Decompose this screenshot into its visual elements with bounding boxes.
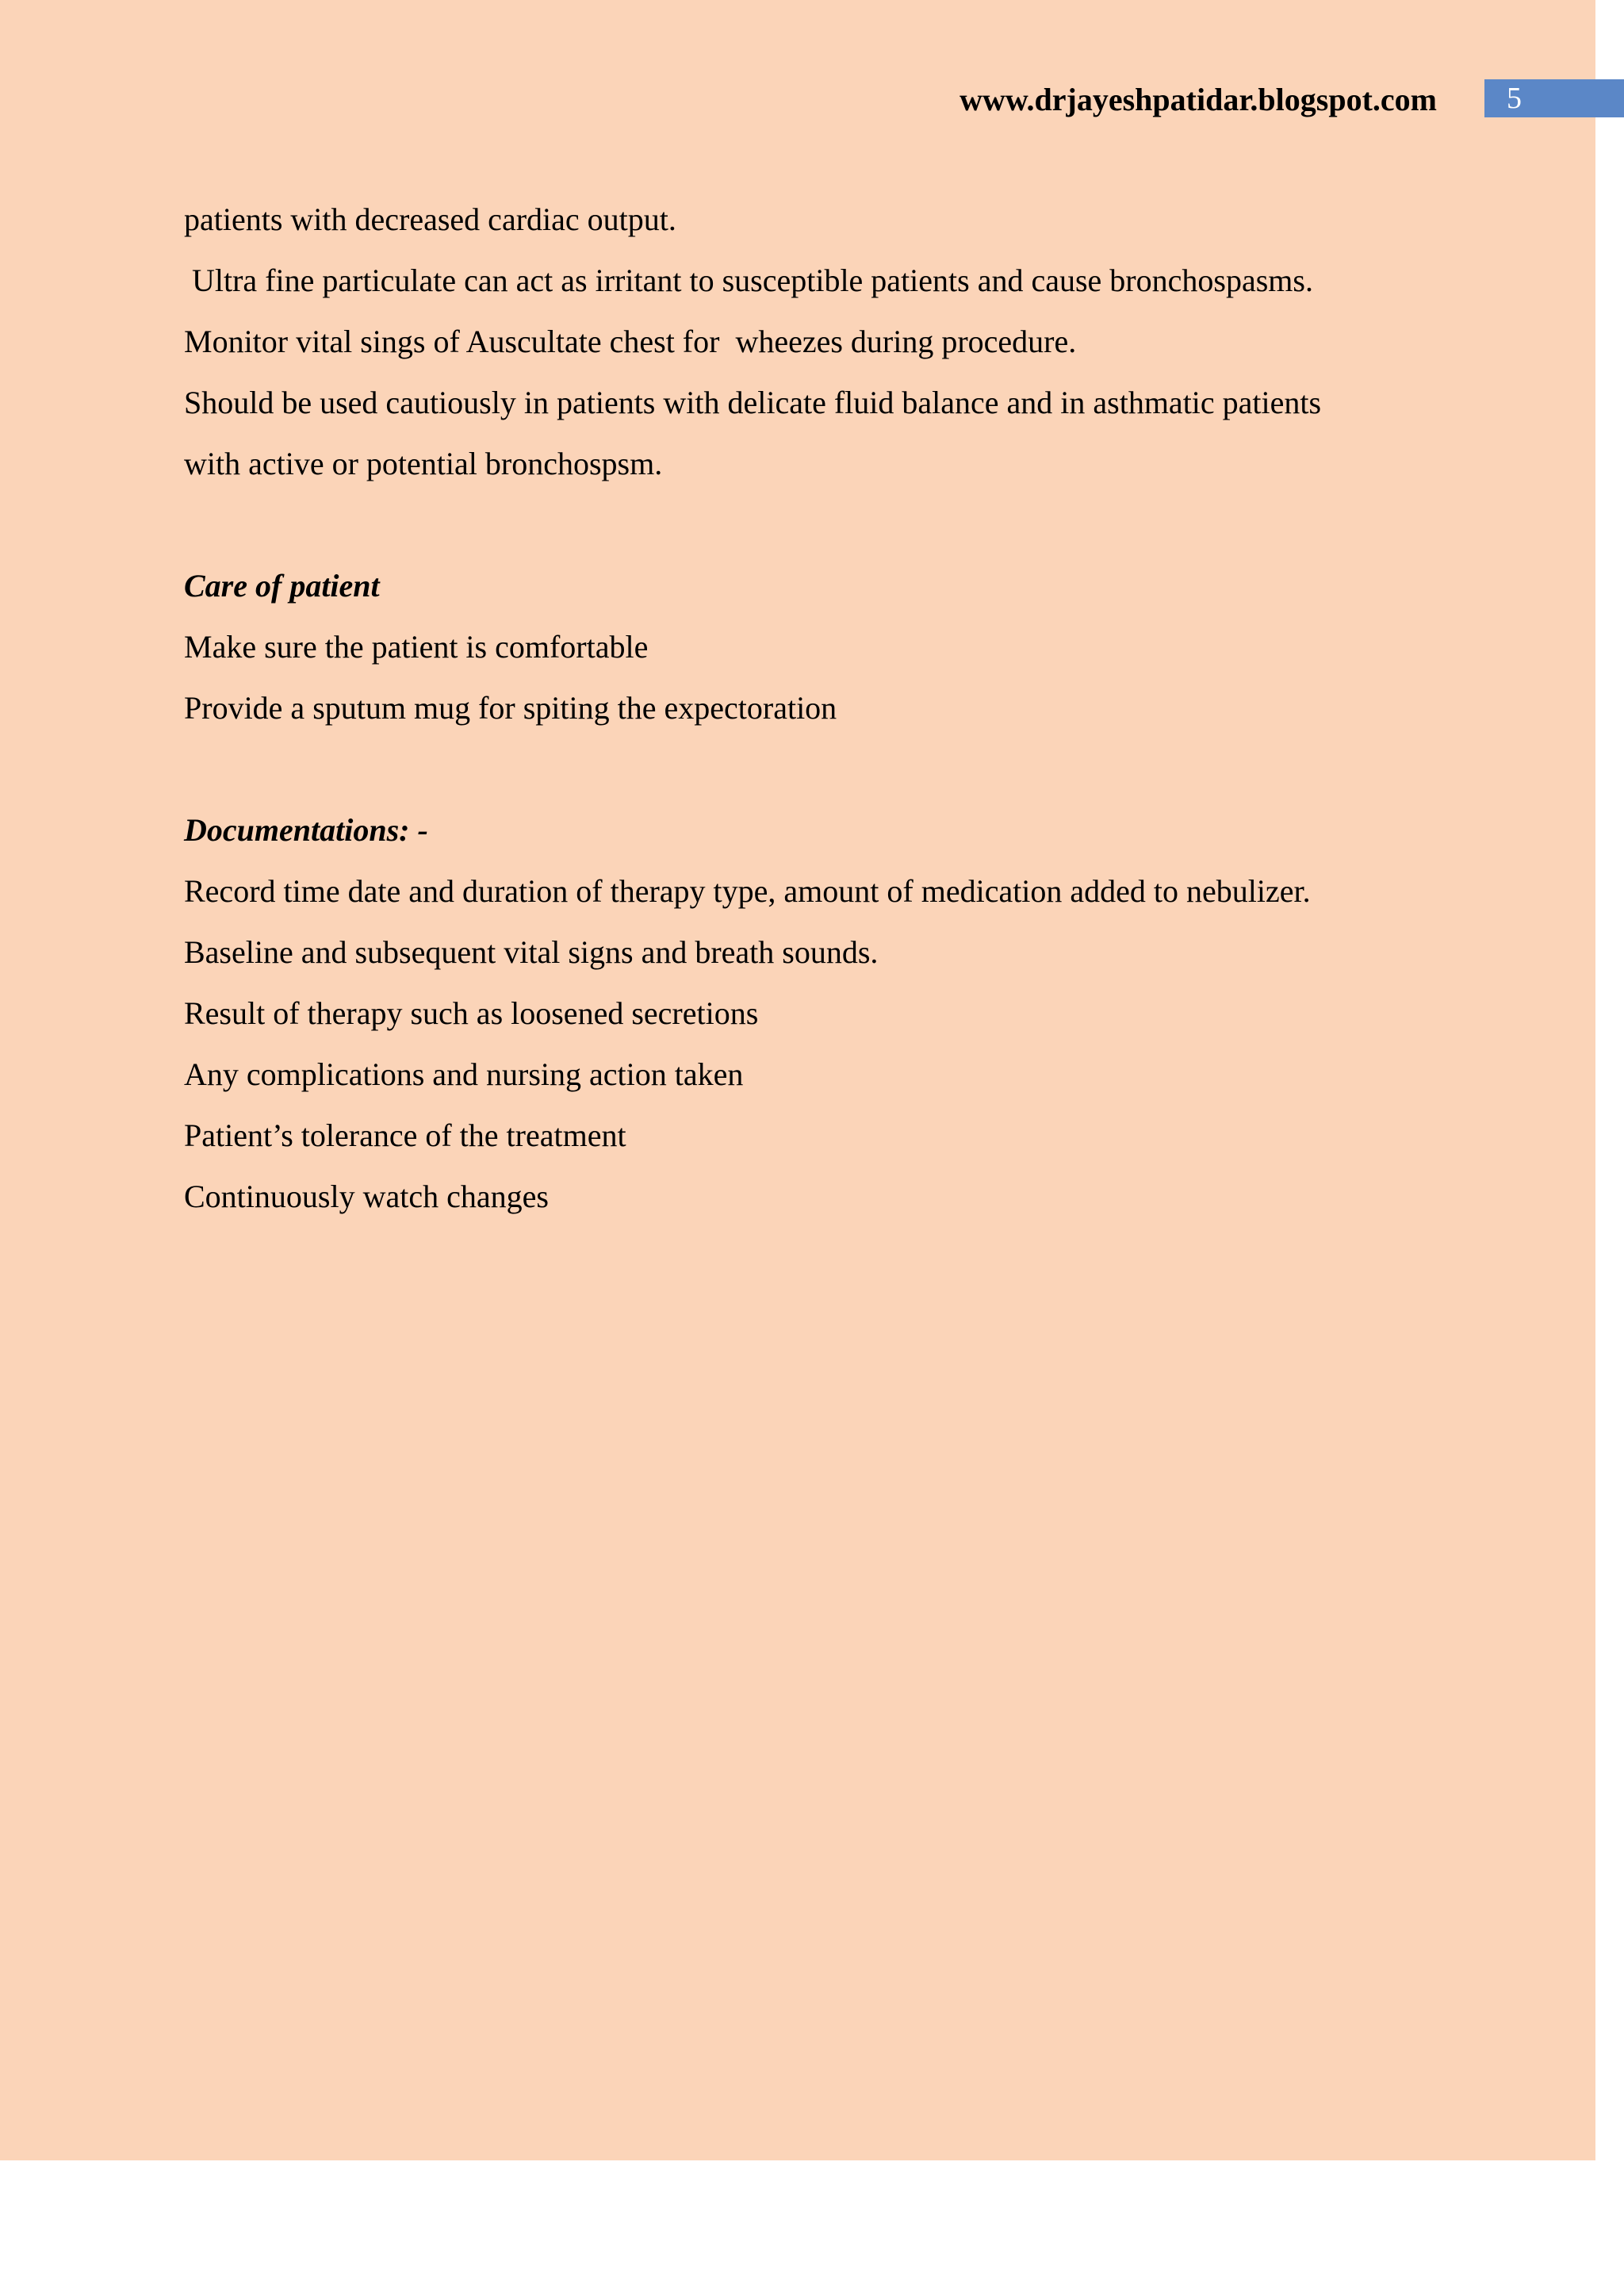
documentation-line: Any complications and nursing action taken — [184, 1056, 744, 1092]
paragraph-spacer — [184, 494, 1564, 555]
documentation-line: Baseline and subsequent vital signs and breath sounds. — [184, 934, 879, 970]
body-line: with active or potential bronchospsm. — [184, 446, 663, 481]
care-of-patient-heading: Care of patient — [184, 568, 380, 604]
care-line: Provide a sputum mug for spiting the expectoration — [184, 690, 837, 726]
header-website-url: www.drjayeshpatidar.blogspot.com — [959, 82, 1437, 117]
body-line: Monitor vital sings of Auscultate chest for wheezes during procedure. — [184, 324, 1077, 359]
paragraph-spacer — [184, 738, 1564, 799]
documentation-line: Record time date and duration of therapy type, amount of medication added to nebulizer. — [184, 873, 1311, 909]
page-number-badge — [1484, 79, 1624, 117]
body-line: patients with decreased cardiac output. — [184, 201, 676, 237]
documentation-line: Result of therapy such as loosened secretions — [184, 995, 759, 1031]
body-line: Ultra fine particulate can act as irritant to susceptible patients and cause bronchospasms. — [184, 263, 1313, 298]
documentation-line: Continuously watch changes — [184, 1179, 549, 1214]
page-body — [184, 189, 1564, 1227]
body-line: Should be used cautiously in patients with delicate fluid balance and in asthmatic patients — [184, 385, 1322, 420]
documentation-line: Patient’s tolerance of the treatment — [184, 1117, 626, 1153]
page-number: 5 — [1507, 82, 1522, 115]
documentations-heading: Documentations: - — [184, 812, 428, 848]
care-line: Make sure the patient is comfortable — [184, 629, 649, 665]
